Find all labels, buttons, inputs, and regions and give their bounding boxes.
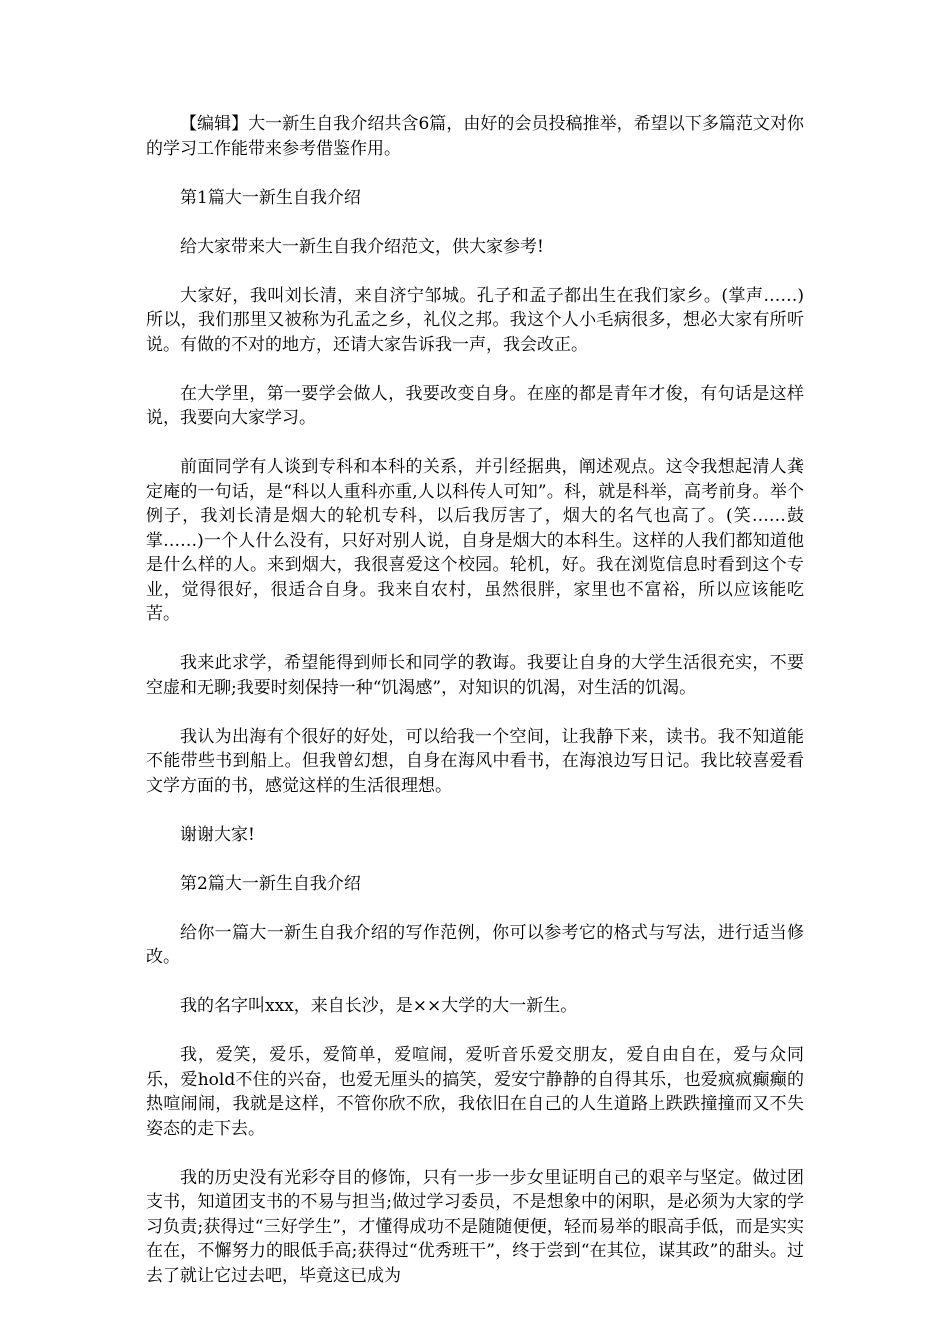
paragraph: 我，爱笑，爱乐，爱简单，爱喧闹，爱听音乐爱交朋友，爱自由自在，爱与众同乐，爱hold不住的兴奋，也爱无厘头的搞笑，爱安宁静静的自得其乐，也爱疯疯癫癫的热喧闹闹，我就是这样，不管你欣不欣，我依旧在自己的人生道路上跌跌撞撞而又不失姿态的走下去。	[146, 1045, 804, 1139]
paragraph: 给你一篇大一新生自我介绍的写作范例，你可以参考它的格式与写法，进行适当修改。	[146, 922, 804, 967]
paragraph: 大家好，我叫刘长清，来自济宁邹城。孔子和孟子都出生在我们家乡。(掌声……)所以，我们那里又被称为孔孟之乡，礼仪之邦。我这个人小毛病很多，想必大家有所听说。有做的不对的地方，还请大家告诉我一声，我会改正。	[146, 285, 804, 355]
paragraph: 我的历史没有光彩夺目的修饰，只有一步一步女里证明自己的艰辛与坚定。做过团支书，知道团支书的不易与担当;做过学习委员，不是想象中的闲职，是必须为大家的学习负责;获得过“三好学生”，才懂得成功不是随随便便，轻而易举的眼高手低，而是实实在在，不懈努力的眼低手高;获得过“优秀班干”，终于尝到“在其位，谋其政”的甜头。过去了就让它过去吧，毕竟这已成为	[146, 1167, 804, 1286]
paragraph: 我的名字叫xxx，来自长沙，是××大学的大一新生。	[180, 996, 578, 1016]
section-heading-1: 第1篇大一新生自我介绍	[180, 187, 361, 208]
section-heading-2: 第2篇大一新生自我介绍	[180, 873, 361, 894]
paragraph: 给大家带来大一新生自我介绍范文，供大家参考!	[180, 236, 544, 257]
paragraph: 我来此求学，希望能得到师长和同学的教诲。我要让自身的大学生活很充实，不要空虚和无聊;我要时刻保持一种“饥渴感”，对知识的饥渴，对生活的饥渴。	[146, 653, 804, 698]
paragraph: 我认为出海有个很好的好处，可以给我一个空间，让我静下来，读书。我不知道能不能带些书到船上。但我曾幻想，自身在海风中看书，在海浪边写日记。我比较喜爱看文学方面的书，感觉这样的生活很理想。	[146, 726, 804, 796]
paragraph: 在大学里，第一要学会做人，我要改变自身。在座的都是青年才俊，有句话是这样说，我要向大家学习。	[146, 383, 804, 428]
document-page	[146, 112, 804, 1313]
intro-paragraph: 【编辑】大一新生自我介绍共含6篇，由好的会员投稿推举，希望以下多篇范文对你的学习工作能带来参考借鉴作用。	[146, 114, 804, 159]
paragraph: 谢谢大家!	[180, 824, 255, 845]
paragraph: 前面同学有人谈到专科和本科的关系，并引经据典，阐述观点。这令我想起清人龚定庵的一句话，是“科以人重科亦重,人以科传人可知”。科，就是科举，高考前身。举个例子，我刘长清是烟大的轮机专科，以后我厉害了，烟大的名气也高了。(笑……鼓掌……)一个人什么没有，只好对别人说，自身是烟大的本科生。这样的人我们都知道他是什么样的人。来到烟大，我很喜爱这个校园。轮机，好。我在浏览信息时看到这个专业，觉得很好，很适合自身。我来自农村，虽然很胖，家里也不富裕，所以应该能吃苦。	[146, 457, 804, 624]
